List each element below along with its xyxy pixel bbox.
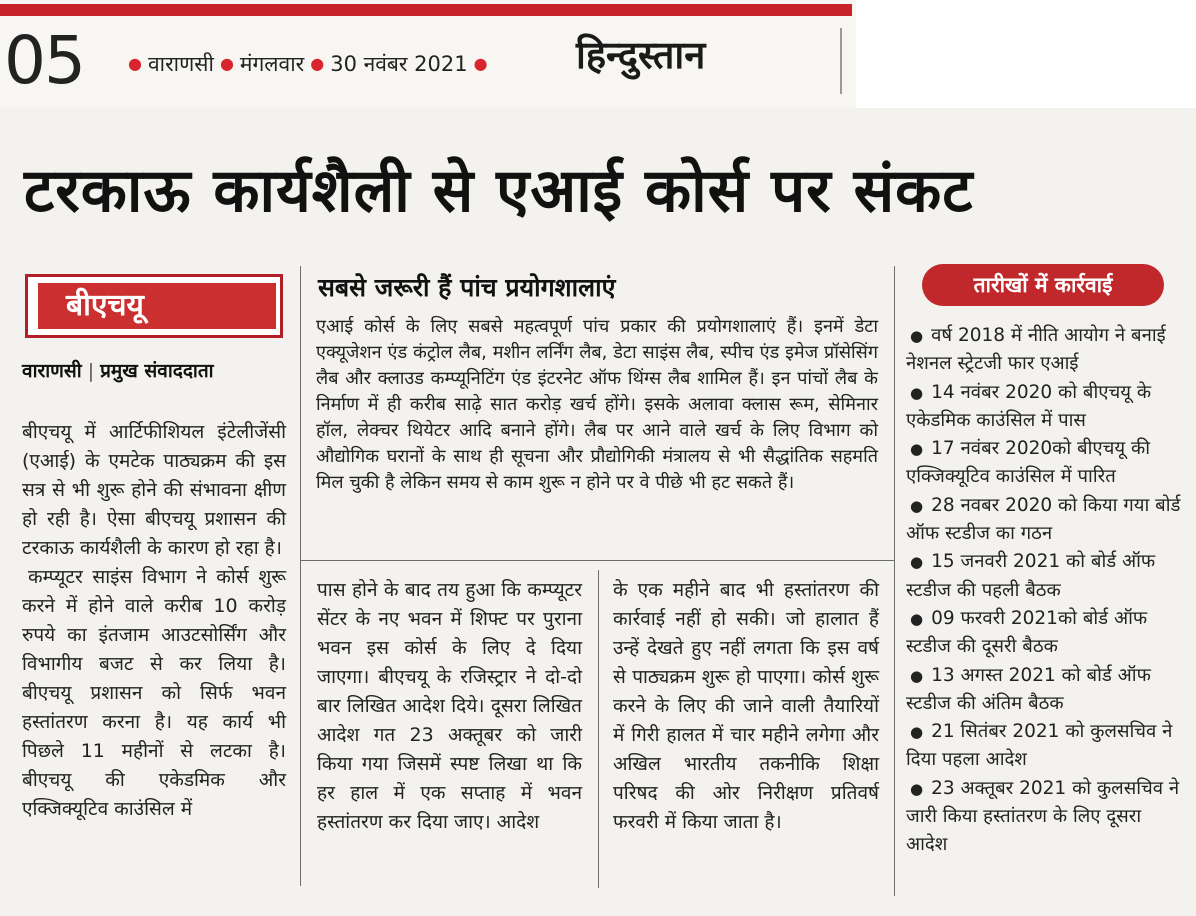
bullet-dot-icon: ●	[910, 553, 924, 572]
dateline-date: 30 नवंबर 2021	[330, 52, 468, 76]
bullet-dot-icon: ●	[310, 54, 325, 73]
timeline-item-text: 23 अक्तूबर 2021 को कुलसचिव ने जारी किया हस्तांतरण के लिए दूसरा आदेश	[906, 777, 1180, 856]
timeline-item-text: 28 नवबर 2020 को किया गया बोर्ड ऑफ स्टडीज का गठन	[906, 494, 1181, 545]
newspaper-name: हिन्दुस्तान	[576, 33, 706, 77]
bullet-dot-icon: ●	[910, 440, 924, 459]
bullet-dot-icon: ●	[910, 383, 924, 402]
column-divider	[598, 570, 599, 888]
byline-reporter: प्रमुख संवाददाता	[100, 360, 214, 382]
bullet-dot-icon: ●	[910, 496, 924, 515]
timeline-item-text: 14 नवंबर 2020 को बीएचयू के एकेडमिक काउंसिल में पास	[906, 381, 1152, 431]
timeline-item-text: 17 नवंबर 2020को बीएचयू की एक्जिक्यूटिव काउंसिल में पारित	[906, 438, 1150, 488]
article-column-2	[317, 576, 582, 837]
bullet-dot-icon: ●	[219, 54, 234, 73]
timeline-item	[906, 718, 1188, 775]
timeline-item-text: 15 जनवरी 2021 को बोर्ड ऑफ स्टडीज की पहली बैठक	[906, 551, 1156, 601]
timeline-item	[906, 548, 1188, 605]
byline	[22, 357, 214, 383]
timeline-item	[906, 492, 1188, 549]
byline-separator: |	[87, 360, 95, 382]
timeline-item-text: 21 सितंबर 2021 को कुलसचिव ने दिया पहला आदेश	[906, 721, 1173, 771]
labs-box-body: एआई कोर्स के लिए सबसे महत्वपूर्ण पांच प्रकार की प्रयोगशालाएं हैं। इनमें डेटा एक्यूजेशन एंड कंट्रोल लैब, मशीन लर्निंग लैब, डेटा साइंस लैब, स्पीच एंड इमेज प्रॉसेसिंग लैब और क्लाउड कम्प्यूनिटिंग एंड इंटरनेट ऑफ थिंग्स लैब शामिल हैं। इन पांचों लैब के निर्माण में ही करीब साढ़े सात करोड़ खर्च होंगे। इसके अलावा क्लास रूम, सेमिनार हॉल, लेक्चर थियेटर आदि बनाने होंगे। लैब पर आने वाले खर्च के लिए विभाग को औद्योगिक घरानों के साथ ही सूचना और प्रौद्योगिकी मंत्रालय से भी सैद्धांतिक सहमति मिल चुकी है लेकिन समय से काम शुरू न होने पर वे पीछे भी हट सकते हैं।	[316, 316, 878, 493]
timeline-list	[906, 322, 1188, 860]
article-paragraph: बीएचयू में आर्टिफीशियल इंटेलीजेंसी (एआई) के एमटेक पाठ्यक्रम की इस सत्र से भी शुरू होने की संभावना क्षीण हो रही है। ऐसा बीएचयू प्रशासन की टरकाऊ कार्यशैली के कारण हो रहा है।	[22, 421, 286, 559]
page-number: 05	[4, 22, 84, 99]
bullet-dot-icon: ●	[910, 609, 924, 628]
timeline-item	[906, 775, 1188, 860]
box-bottom-divider	[301, 560, 894, 561]
masthead-red-bar	[0, 4, 852, 16]
article-column-3	[613, 576, 879, 837]
article-paragraph: पास होने के बाद तय हुआ कि कम्प्यूटर सेंटर के नए भवन में शिफ्ट पर पुराना भवन इस कोर्स के लिए दे दिया जाएगा। बीएचयू के रजिस्ट्रार ने दो-दो बार लिखित आदेश दिये। दूसरा लिखित आदेश गत 23 अक्तूबर को जारी किया गया जिसमें स्पष्ट लिखा था कि हर हाल में एक सप्ताह में भवन हस्तांतरण कर दिया जाए। आदेश	[317, 579, 582, 833]
masthead-divider	[840, 28, 842, 94]
section-tag-label: बीएचयू	[38, 283, 276, 329]
article-column-1	[22, 418, 286, 824]
labs-box-title: सबसे जरूरी हैं पांच प्रयोगशालाएं	[318, 273, 616, 302]
bullet-dot-icon: ●	[473, 54, 488, 73]
article-paragraph: कम्प्यूटर साइंस विभाग ने कोर्स शुरू करने में होने वाले करीब 10 करोड़ रुपये का इंतजाम आउटसोर्सिंग और विभागीय बजट से कर लिया है। बीएचयू प्रशासन को सिर्फ भवन हस्तांतरण करना है। यह कार्य भी पिछले 11 महीनों से लटका है। बीएचयू की एकेडमिक और एक्जिक्यूटिव काउंसिल में	[22, 566, 286, 820]
timeline-item-text: 09 फरवरी 2021को बोर्ड ऑफ स्टडीज की दूसरी बैठक	[906, 607, 1148, 658]
timeline-item	[906, 322, 1188, 379]
bullet-dot-icon: ●	[128, 54, 142, 73]
section-tag	[25, 274, 283, 338]
timeline-item	[906, 605, 1188, 662]
dateline-day: मंगलवार	[239, 52, 305, 76]
bullet-dot-icon: ●	[910, 666, 924, 685]
bullet-dot-icon: ●	[910, 723, 924, 742]
column-divider	[300, 266, 301, 886]
timeline-item	[906, 379, 1188, 436]
timeline-item	[906, 662, 1188, 719]
column-divider	[894, 266, 895, 896]
dateline	[122, 50, 494, 78]
bullet-dot-icon: ●	[910, 327, 924, 345]
article-paragraph: के एक महीने बाद भी हस्तांतरण की कार्रवाई नहीं हो सकी। जो हालात हैं उन्हें देखते हुए नहीं लगता कि इस वर्ष से पाठ्यक्रम शुरू हो पाएगा। कोर्स शुरू करने के लिए की जाने वाली तैयारियों में गिरी हालत में चार महीने लगेगा और अखिल भारतीय तकनीकि शिक्षा परिषद की ओर निरीक्षण प्रतिवर्ष फरवरी में किया जाता है।	[613, 579, 879, 833]
bullet-dot-icon: ●	[910, 779, 924, 798]
timeline-item-text: 13 अगस्त 2021 को बोर्ड ऑफ स्टडीज की अंतिम बैठक	[906, 664, 1151, 714]
byline-city: वाराणसी	[22, 360, 82, 382]
dateline-city: वाराणसी	[147, 52, 214, 76]
timeline-title: तारीखों में कार्रवाई	[922, 264, 1164, 306]
timeline-item	[906, 435, 1188, 492]
article-headline: टरकाऊ कार्यशैली से एआई कोर्स पर संकट	[24, 156, 974, 226]
timeline-item-text: वर्ष 2018 में नीति आयोग ने बनाई नेशनल स्ट्रेटजी फार एआई	[906, 325, 1166, 375]
